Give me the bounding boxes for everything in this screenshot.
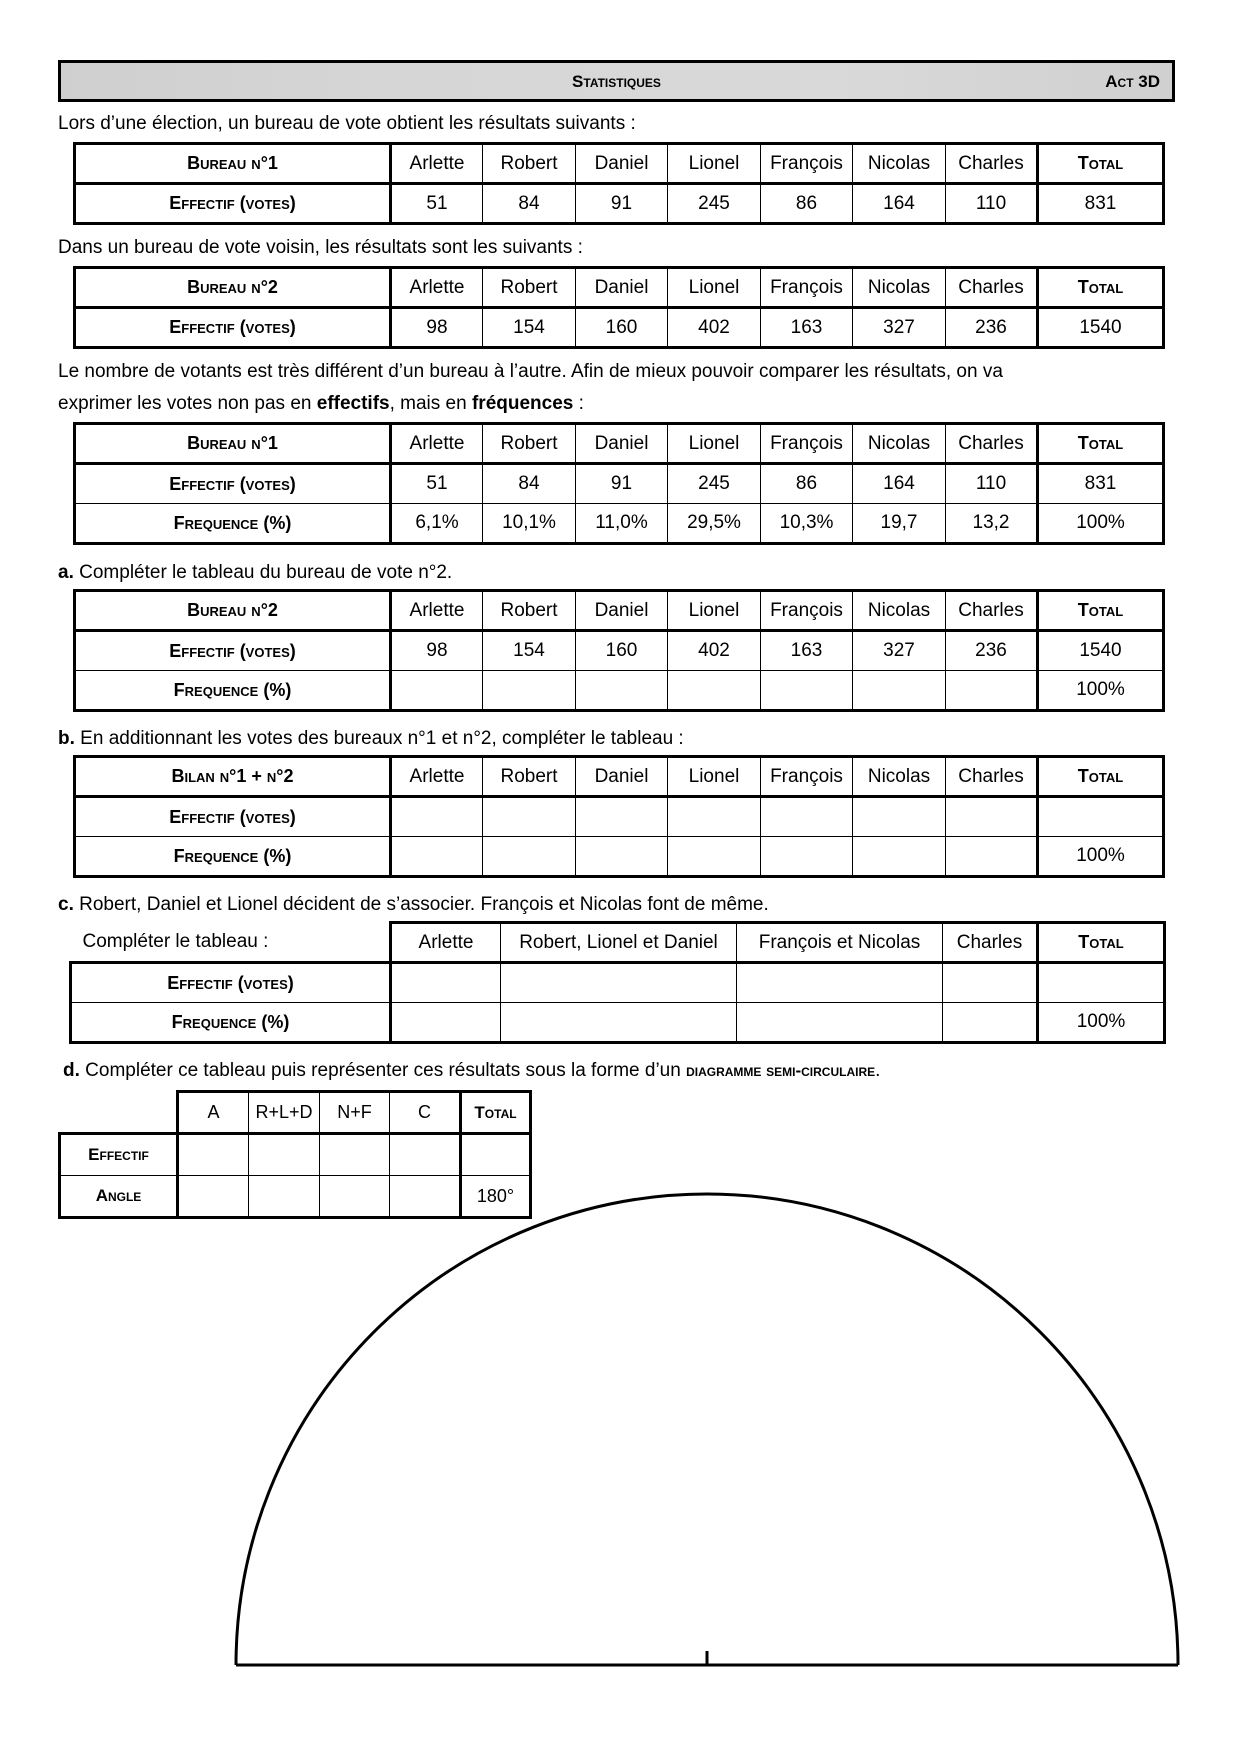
candidate-cell: François xyxy=(761,268,853,308)
row-label: Bureau n°1 xyxy=(75,144,391,184)
value-cell: 86 xyxy=(761,464,853,504)
total-label: Total xyxy=(1038,757,1164,797)
candidate-cell: Robert xyxy=(483,268,576,308)
group-cell: Arlette xyxy=(391,923,501,963)
group-cell: Robert, Lionel et Daniel xyxy=(501,923,737,963)
candidate-cell: Arlette xyxy=(391,144,483,184)
candidate-cell: Lionel xyxy=(668,757,761,797)
value-cell: 84 xyxy=(483,464,576,504)
row-label: Effectif (votes) xyxy=(75,464,391,504)
value-cell: 163 xyxy=(761,308,853,348)
row-label: Bureau n°2 xyxy=(75,591,391,631)
candidate-cell: Nicolas xyxy=(853,144,946,184)
activity-tag: Act 3D xyxy=(1105,72,1160,91)
candidate-cell: Charles xyxy=(946,591,1038,631)
candidate-cell: Nicolas xyxy=(853,757,946,797)
candidate-cell: François xyxy=(761,424,853,464)
bold-effectifs: effectifs xyxy=(316,393,390,414)
total-cell: 1540 xyxy=(1038,308,1164,348)
candidate-cell: Robert xyxy=(483,144,576,184)
freq-cell: 13,2 xyxy=(946,504,1038,544)
value-cell: 51 xyxy=(391,464,483,504)
col-header: R+L+D xyxy=(249,1092,320,1134)
candidate-cell: Charles xyxy=(946,757,1038,797)
candidate-cell: François xyxy=(761,144,853,184)
total-label: Total xyxy=(1038,144,1164,184)
question-letter: c. xyxy=(58,894,74,915)
row-label: Effectif (votes) xyxy=(75,631,391,671)
value-cell: 154 xyxy=(483,631,576,671)
col-header: N+F xyxy=(320,1092,390,1134)
candidate-cell: Charles xyxy=(946,424,1038,464)
value-cell: 164 xyxy=(853,464,946,504)
question-text: Robert, Daniel et Lionel décident de s’associer. François et Nicolas font de même. xyxy=(73,894,769,915)
candidate-cell: Charles xyxy=(946,144,1038,184)
candidate-cell: Arlette xyxy=(391,424,483,464)
candidate-cell: Lionel xyxy=(668,144,761,184)
value-cell: 98 xyxy=(391,308,483,348)
question-text: Compléter le tableau du bureau de vote n°2. xyxy=(73,562,453,583)
text-span: : xyxy=(573,393,584,414)
freq-cell: 11,0% xyxy=(576,504,668,544)
value-cell: 245 xyxy=(668,184,761,224)
total-label: Total xyxy=(1038,268,1164,308)
value-cell: 327 xyxy=(853,631,946,671)
row-label: Bureau n°1 xyxy=(75,424,391,464)
page-title: Statistiques xyxy=(572,72,661,91)
value-cell: 160 xyxy=(576,631,668,671)
candidate-cell: Lionel xyxy=(668,591,761,631)
row-label: Angle xyxy=(60,1176,178,1218)
candidate-cell: Arlette xyxy=(391,268,483,308)
semi-circle-arc xyxy=(236,1194,1178,1665)
value-cell: 91 xyxy=(576,464,668,504)
row-label: Frequence (%) xyxy=(71,1003,391,1043)
value-cell: 163 xyxy=(761,631,853,671)
row-label: Effectif (votes) xyxy=(75,308,391,348)
col-header: C xyxy=(390,1092,461,1134)
question-letter: d. xyxy=(63,1060,80,1081)
candidate-cell: Daniel xyxy=(576,757,668,797)
row-label: Effectif (votes) xyxy=(71,963,391,1003)
total-label: Total xyxy=(1038,923,1165,963)
value-cell: 402 xyxy=(668,631,761,671)
candidate-cell: Daniel xyxy=(576,268,668,308)
value-cell: 98 xyxy=(391,631,483,671)
total-label: Total xyxy=(1038,591,1164,631)
neighbor-text: Dans un bureau de vote voisin, les résultats sont les suivants : xyxy=(58,237,583,258)
row-label: Effectif (votes) xyxy=(75,797,391,837)
freq-cell: 10,3% xyxy=(761,504,853,544)
total-cell: 100% xyxy=(1038,837,1164,877)
row-label: Bilan n°1 + n°2 xyxy=(75,757,391,797)
total-cell: 831 xyxy=(1038,184,1164,224)
candidate-cell: Lionel xyxy=(668,424,761,464)
candidate-cell: Daniel xyxy=(576,591,668,631)
candidate-cell: Daniel xyxy=(576,424,668,464)
candidate-cell: Robert xyxy=(483,757,576,797)
total-cell: 100% xyxy=(1038,504,1164,544)
candidate-cell: François xyxy=(761,591,853,631)
text-span: , mais en xyxy=(389,393,472,414)
value-cell: 402 xyxy=(668,308,761,348)
value-cell: 86 xyxy=(761,184,853,224)
value-cell: 236 xyxy=(946,631,1038,671)
value-cell: 84 xyxy=(483,184,576,224)
bold-frequences: fréquences xyxy=(471,393,574,414)
value-cell: 160 xyxy=(576,308,668,348)
value-cell: 91 xyxy=(576,184,668,224)
text-span: exprimer les votes non pas en xyxy=(58,393,317,414)
freq-cell: 29,5% xyxy=(668,504,761,544)
row-label: Effectif (votes) xyxy=(75,184,391,224)
candidate-cell: Arlette xyxy=(391,591,483,631)
intro-text: Lors d’une élection, un bureau de vote obtient les résultats suivants : xyxy=(58,113,636,134)
group-cell: Charles xyxy=(943,923,1038,963)
candidate-cell: Robert xyxy=(483,424,576,464)
compare-text-line1: Le nombre de votants est très différent d’un bureau à l’autre. Afin de mieux pouvoir comparer les résultats, on va xyxy=(58,361,1003,382)
question-text: En additionnant les votes des bureaux n°1 et n°2, compléter le tableau : xyxy=(74,728,684,749)
diagram-keyword: diagramme semi-circulaire xyxy=(686,1061,876,1080)
candidate-cell: François xyxy=(761,757,853,797)
value-cell: 245 xyxy=(668,464,761,504)
col-header: A xyxy=(178,1092,249,1134)
total-cell: 831 xyxy=(1038,464,1164,504)
total-label: Total xyxy=(461,1092,531,1134)
row-label: Frequence (%) xyxy=(75,504,391,544)
candidate-cell: Robert xyxy=(483,591,576,631)
freq-cell: 10,1% xyxy=(483,504,576,544)
candidate-cell: Nicolas xyxy=(853,591,946,631)
total-cell: 1540 xyxy=(1038,631,1164,671)
value-cell: 236 xyxy=(946,308,1038,348)
candidate-cell: Daniel xyxy=(576,144,668,184)
total-cell: 100% xyxy=(1038,1003,1165,1043)
total-cell: 100% xyxy=(1038,671,1164,711)
row-label: Frequence (%) xyxy=(75,837,391,877)
row-label: Frequence (%) xyxy=(75,671,391,711)
candidate-cell: Lionel xyxy=(668,268,761,308)
group-cell: François et Nicolas xyxy=(737,923,943,963)
value-cell: 110 xyxy=(946,464,1038,504)
candidate-cell: Arlette xyxy=(391,757,483,797)
value-cell: 51 xyxy=(391,184,483,224)
total-label: Total xyxy=(1038,424,1164,464)
question-letter: a. xyxy=(58,562,74,583)
row-label: Effectif xyxy=(60,1134,178,1176)
candidate-cell: Charles xyxy=(946,268,1038,308)
freq-cell: 19,7 xyxy=(853,504,946,544)
row-label: Bureau n°2 xyxy=(75,268,391,308)
question-letter: b. xyxy=(58,728,75,749)
angle-total-cell: 180° xyxy=(461,1176,531,1218)
value-cell: 327 xyxy=(853,308,946,348)
value-cell: 164 xyxy=(853,184,946,224)
question-text: . xyxy=(875,1060,881,1081)
candidate-cell: Nicolas xyxy=(853,268,946,308)
candidate-cell: Nicolas xyxy=(853,424,946,464)
value-cell: 154 xyxy=(483,308,576,348)
value-cell: 110 xyxy=(946,184,1038,224)
complete-label: Compléter le tableau : xyxy=(71,923,391,963)
question-text: Compléter ce tableau puis représenter ces résultats sous la forme d’un xyxy=(79,1060,687,1081)
freq-cell: 6,1% xyxy=(391,504,483,544)
